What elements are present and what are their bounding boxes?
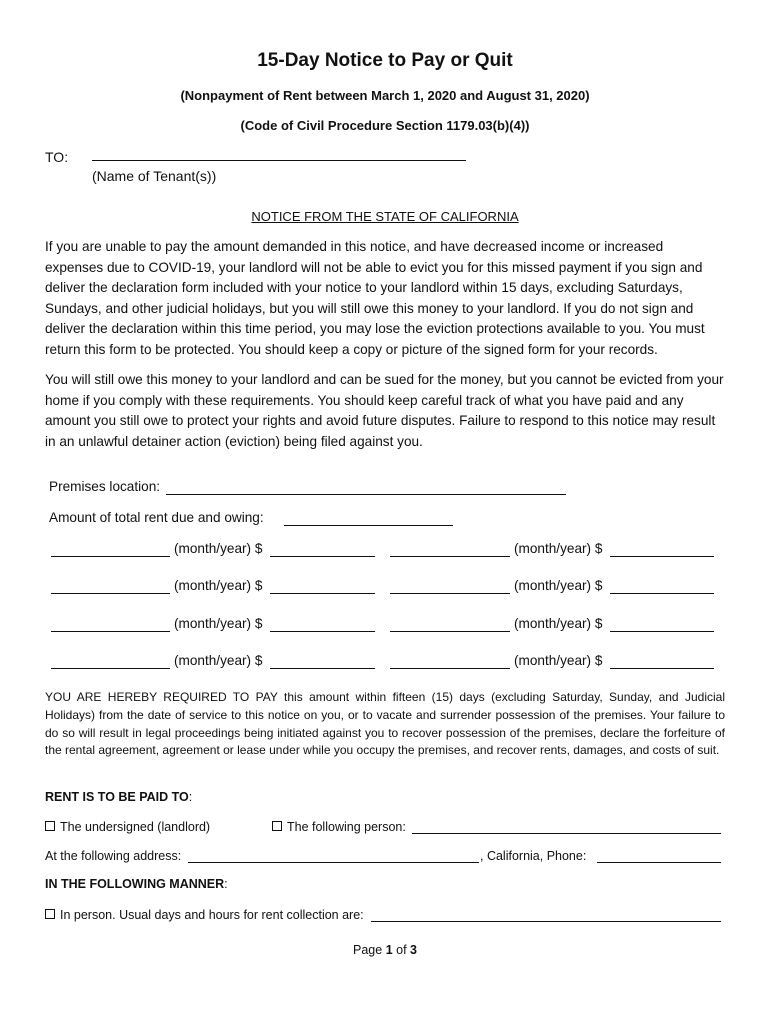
rent-paid-to-colon: : [188, 790, 193, 804]
landlord-option-label: The undersigned (landlord) [60, 820, 211, 834]
to-label: TO: [45, 149, 69, 165]
amount-field[interactable] [270, 617, 375, 632]
month-field[interactable] [51, 654, 170, 669]
tenant-name-caption: (Name of Tenant(s)) [92, 168, 217, 184]
document-subtitle: (Nonpayment of Rent between March 1, 2020 and August 31, 2020) [180, 88, 590, 103]
following-person-field[interactable] [412, 820, 721, 834]
month-field[interactable] [51, 617, 170, 632]
month-year-label: (month/year) $ [174, 541, 263, 556]
amount-field[interactable] [270, 654, 375, 669]
required-to-pay-paragraph: YOU ARE HEREBY REQUIRED TO PAY this amount within fifteen (15) days (excluding Saturday, Sunday, and Judicial Holidays) from the date of service to this notice on you, or to vacate and surrender possession of the premises. Your failure to do so will result in legal proceedings being initiated against you to recover possession of the premises, declare the forfeiture of the rental agreement, agreement or lease under while you occupy the premises, and recover rents, damages, and costs of suit. [45, 690, 725, 758]
month-year-label: (month/year) $ [514, 541, 603, 556]
tenant-name-field[interactable] [92, 146, 466, 161]
month-field[interactable] [390, 542, 510, 557]
amount-field[interactable] [270, 542, 375, 557]
rent-paid-to-heading: RENT IS TO BE PAID TO [45, 790, 189, 804]
amount-field[interactable] [270, 579, 375, 594]
landlord-checkbox[interactable] [45, 821, 55, 831]
premises-location-row [49, 479, 160, 494]
notice-paragraph-1: If you are unable to pay the amount demanded in this notice, and have decreased income or increased expenses due to COVID-19, your landlord will not be able to evict you for this missed payment if you sign and deliver the declaration form included with your notice to your landlord within 15 days, excluding Saturdays, Sundays, and other judicial holidays, but you will still owe this money to your landlord. If you do not sign and deliver the declaration within this time period, you may lose the eviction protections available to you. You must return this form to be protected. You should keep a copy or picture of the signed form for your records. [45, 239, 705, 357]
amount-due-field[interactable] [284, 511, 453, 526]
month-year-label: (month/year) $ [174, 578, 263, 593]
page-number: 1 [385, 943, 393, 957]
month-year-label: (month/year) $ [514, 616, 603, 631]
amount-field[interactable] [610, 654, 714, 669]
premises-location-field[interactable] [166, 480, 566, 495]
in-person-option[interactable] [45, 908, 364, 922]
document-title: 15-Day Notice to Pay or Quit [257, 50, 513, 71]
manner-heading: IN THE FOLLOWING MANNER [45, 877, 225, 891]
manner-colon: : [224, 877, 228, 891]
following-person-label: The following person: [287, 820, 406, 834]
month-field[interactable] [390, 654, 510, 669]
page-prefix: Page [353, 943, 386, 957]
page-total: 3 [410, 943, 417, 957]
month-field[interactable] [51, 542, 170, 557]
amount-field[interactable] [610, 617, 714, 632]
following-person-option[interactable] [272, 820, 406, 834]
in-person-label: In person. Usual days and hours for rent collection are: [60, 908, 364, 922]
landlord-option[interactable] [45, 820, 210, 834]
manner-heading-row [45, 877, 228, 891]
month-year-label: (month/year) $ [514, 578, 603, 593]
amount-field[interactable] [610, 542, 714, 557]
phone-field[interactable] [597, 849, 721, 863]
notice-heading: NOTICE FROM THE STATE OF CALIFORNIA [251, 209, 519, 224]
amount-due-label: Amount of total rent due and owing: [49, 510, 264, 525]
month-year-label: (month/year) $ [514, 653, 603, 668]
month-field[interactable] [51, 579, 170, 594]
month-year-label: (month/year) $ [174, 616, 263, 631]
amount-row [49, 510, 264, 525]
address-field[interactable] [188, 849, 479, 863]
month-field[interactable] [390, 617, 510, 632]
in-person-checkbox[interactable] [45, 909, 55, 919]
rent-paid-to-heading-row [45, 790, 192, 804]
collection-hours-field[interactable] [371, 908, 721, 922]
month-field[interactable] [390, 579, 510, 594]
following-person-checkbox[interactable] [272, 821, 282, 831]
notice-paragraph-2: You will still owe this money to your landlord and can be sued for the money, but you cannot be evicted from your home if you comply with these requirements. You should keep careful track of what you have paid and any amount you still owe to protect your rights and avoid future disputes. Failure to respond to this notice may result in an unlawful detainer action (eviction) being filed against you. [45, 372, 724, 449]
california-phone-label: , California, Phone: [480, 849, 587, 863]
amount-field[interactable] [610, 579, 714, 594]
page-indicator [0, 943, 770, 957]
address-label: At the following address: [45, 849, 182, 863]
page-of: of [392, 943, 411, 957]
code-reference: (Code of Civil Procedure Section 1179.03(b)(4)) [240, 118, 530, 133]
month-year-label: (month/year) $ [174, 653, 263, 668]
premises-location-label: Premises location: [49, 479, 161, 494]
